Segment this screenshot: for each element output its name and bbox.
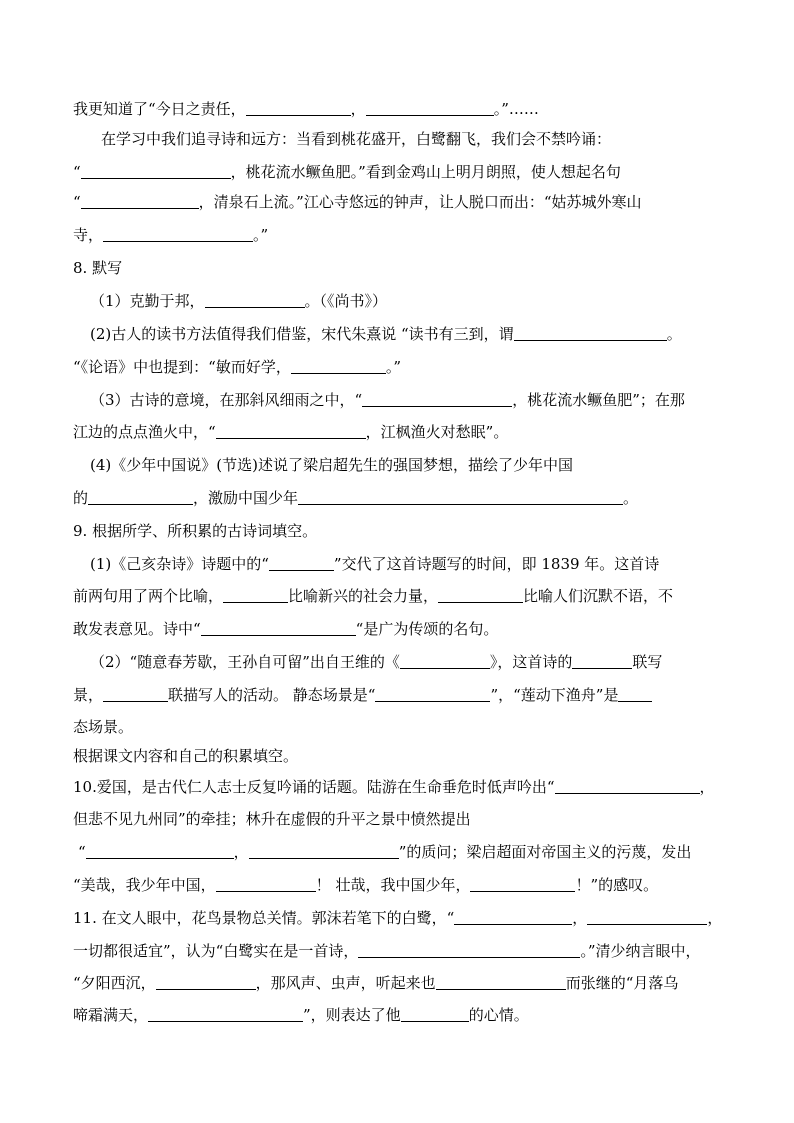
fill-in-blank[interactable] — [205, 290, 305, 308]
line-text: 敢发表意见。诗中“ — [73, 620, 201, 638]
line-text: ，桃花流水鳜鱼肥”；在那 — [512, 391, 685, 409]
line-text: ，桃花流水鳜鱼肥。”看到金鸡山上明月朗照，使人想起名句 — [230, 163, 621, 181]
text-line — [0, 618, 794, 640]
fill-in-blank[interactable] — [216, 874, 316, 892]
text-line — [0, 841, 794, 863]
line-text: 10.爱国，是古代仁人志士反复吟诵的话题。陆游在生命垂危时低声吟出“ — [73, 778, 555, 796]
line-text: 联描写人的活动。 静态场景是“ — [168, 686, 376, 704]
text-line — [0, 651, 794, 673]
line-text: 一切都很适宜”，认为“白鹭实在是一首诗， — [73, 942, 359, 960]
fill-in-blank[interactable] — [470, 874, 575, 892]
fill-in-blank[interactable] — [366, 98, 494, 116]
text-line — [0, 421, 794, 443]
line-text: “夕阳西沉， — [73, 974, 156, 992]
fill-in-blank[interactable] — [148, 1004, 303, 1022]
line-text: 。” — [385, 358, 402, 376]
fill-in-blank[interactable] — [81, 161, 231, 179]
line-text: 8. 默写 — [73, 259, 123, 277]
fill-in-blank[interactable] — [298, 487, 623, 505]
line-text: 。（《尚书》） — [304, 292, 388, 310]
line-text: ”的质问；梁启超面对帝国主义的污蔑，发出 — [398, 843, 692, 861]
text-line — [0, 454, 794, 476]
fill-in-blank[interactable] — [201, 618, 356, 636]
line-text: “《论语》中也提到：“敏而好学， — [73, 358, 291, 376]
fill-in-blank[interactable] — [401, 1004, 469, 1022]
text-line — [0, 745, 794, 767]
line-text: 的心情。 — [468, 1006, 529, 1024]
line-text: ”交代了这首诗题写的时间，即 1839 年。这首诗 — [333, 555, 660, 573]
text-line — [0, 224, 794, 246]
line-text: “美哉，我少年中国， — [73, 876, 216, 894]
text-line — [0, 356, 794, 378]
line-text: 态场景。 — [73, 718, 134, 736]
line-text: 我更知道了“今日之责任， — [73, 100, 246, 118]
text-line — [0, 874, 794, 896]
line-text: ， — [350, 100, 366, 118]
fill-in-blank[interactable] — [81, 191, 199, 209]
fill-in-blank[interactable] — [436, 972, 566, 990]
line-text: 。” — [253, 226, 269, 244]
fill-in-blank[interactable] — [223, 585, 288, 603]
line-text: ！”的感叹。 — [575, 876, 659, 894]
line-text: 比喻人们沉默不语，不 — [523, 587, 674, 605]
line-text: ，那风声、虫声，听起来也 — [255, 974, 436, 992]
line-text: ， — [707, 909, 723, 927]
text-line — [0, 323, 794, 345]
line-text: 但悲不见九州同”的牵挂；林升在虚假的升平之景中愤然提出 — [73, 810, 471, 828]
fill-in-blank[interactable] — [246, 98, 351, 116]
fill-in-blank[interactable] — [438, 585, 523, 603]
text-line — [0, 1004, 794, 1026]
fill-in-blank[interactable] — [249, 841, 399, 859]
text-line — [0, 972, 794, 994]
line-text: ， — [699, 778, 715, 796]
line-text: 江边的点点渔火中，“ — [73, 423, 216, 441]
fill-in-blank[interactable] — [587, 907, 707, 925]
line-text: ， — [233, 843, 249, 861]
fill-in-blank[interactable] — [514, 323, 667, 341]
text-line — [0, 684, 794, 706]
fill-in-blank[interactable] — [618, 684, 652, 702]
line-text: 联写 — [632, 653, 663, 671]
line-text: ”，则表达了他 — [303, 1006, 401, 1024]
text-line — [0, 128, 794, 150]
text-line — [0, 290, 794, 312]
line-text: 的 — [73, 489, 89, 507]
text-line — [0, 776, 794, 798]
fill-in-blank[interactable] — [88, 487, 193, 505]
line-text: 啼霜满天， — [73, 1006, 149, 1024]
text-line — [0, 98, 794, 120]
text-line — [0, 907, 794, 929]
fill-in-blank[interactable] — [86, 841, 234, 859]
text-line — [0, 257, 794, 279]
fill-in-blank[interactable] — [400, 651, 490, 669]
line-text: 景， — [73, 686, 104, 704]
fill-in-blank[interactable] — [269, 553, 334, 571]
text-line — [0, 940, 794, 962]
line-text: ， — [572, 909, 588, 927]
text-line — [0, 487, 794, 509]
line-text: 而张继的“月落乌 — [565, 974, 679, 992]
line-text: ！ 壮哉，我中国少年， — [315, 876, 471, 894]
text-line — [0, 585, 794, 607]
line-text: “是广为传颂的名句。 — [355, 620, 499, 638]
line-text: 。 — [666, 325, 682, 343]
line-text: ，江枫渔火对愁眠”。 — [365, 423, 509, 441]
text-line — [0, 716, 794, 738]
fill-in-blank[interactable] — [454, 907, 572, 925]
line-text: “ — [73, 193, 81, 211]
text-line — [0, 161, 794, 183]
line-text: (2)古人的读书方法值得我们借鉴，宋代朱熹说 “读书有三到，谓 — [90, 325, 514, 343]
line-text: 9. 根据所学、所积累的古诗词填空。 — [73, 522, 318, 540]
text-line — [0, 191, 794, 213]
text-line — [0, 520, 794, 542]
line-text: (1)《己亥杂诗》诗题中的“ — [90, 555, 269, 573]
line-text: 。 — [623, 489, 639, 507]
line-text: （2）“随意春芳歇，王孙自可留”出自王维的《 — [90, 653, 400, 671]
text-line — [0, 808, 794, 830]
line-text: (4)《少年中国说》(节选)述说了梁启超先生的强国梦想，描绘了少年中国 — [90, 456, 573, 474]
line-text: ”，“莲动下渔舟”是 — [490, 686, 619, 704]
fill-in-blank[interactable] — [216, 421, 366, 439]
fill-in-blank[interactable] — [103, 684, 168, 702]
line-text: 前两句用了两个比喻， — [73, 587, 224, 605]
line-text: “ — [78, 843, 86, 861]
line-text: 。”…… — [493, 100, 539, 118]
line-text: （3）古诗的意境，在那斜风细雨之中，“ — [90, 391, 363, 409]
line-text: （1）克勤于邦， — [90, 292, 205, 310]
fill-in-blank[interactable] — [291, 356, 386, 374]
line-text: 比喻新兴的社会力量， — [288, 587, 439, 605]
fill-in-blank[interactable] — [375, 684, 490, 702]
line-text: “ — [73, 163, 81, 181]
text-line — [0, 553, 794, 575]
fill-in-blank[interactable] — [358, 940, 580, 958]
line-text: 11. 在文人眼中，花鸟景物总关情。郭沫若笔下的白鹭，“ — [73, 909, 455, 927]
line-text: 。”清少纳言眼中， — [580, 942, 701, 960]
line-text: 根据课文内容和自己的积累填空。 — [73, 747, 299, 765]
fill-in-blank[interactable] — [572, 651, 632, 669]
fill-in-blank[interactable] — [555, 776, 700, 794]
text-line — [0, 389, 794, 411]
fill-in-blank[interactable] — [362, 389, 512, 407]
line-text: ，激励中国少年 — [193, 489, 299, 507]
line-text: 寺， — [73, 226, 104, 244]
fill-in-blank[interactable] — [156, 972, 256, 990]
line-text: 在学习中我们追寻诗和远方：当看到桃花盛开，白鹭翻飞，我们会不禁吟诵： — [101, 130, 612, 148]
fill-in-blank[interactable] — [103, 224, 253, 242]
line-text: ，清泉石上流。”江心寺悠远的钟声，让人脱口而出：“姑苏城外寒山 — [198, 193, 642, 211]
line-text: 》，这首诗的 — [489, 653, 573, 671]
